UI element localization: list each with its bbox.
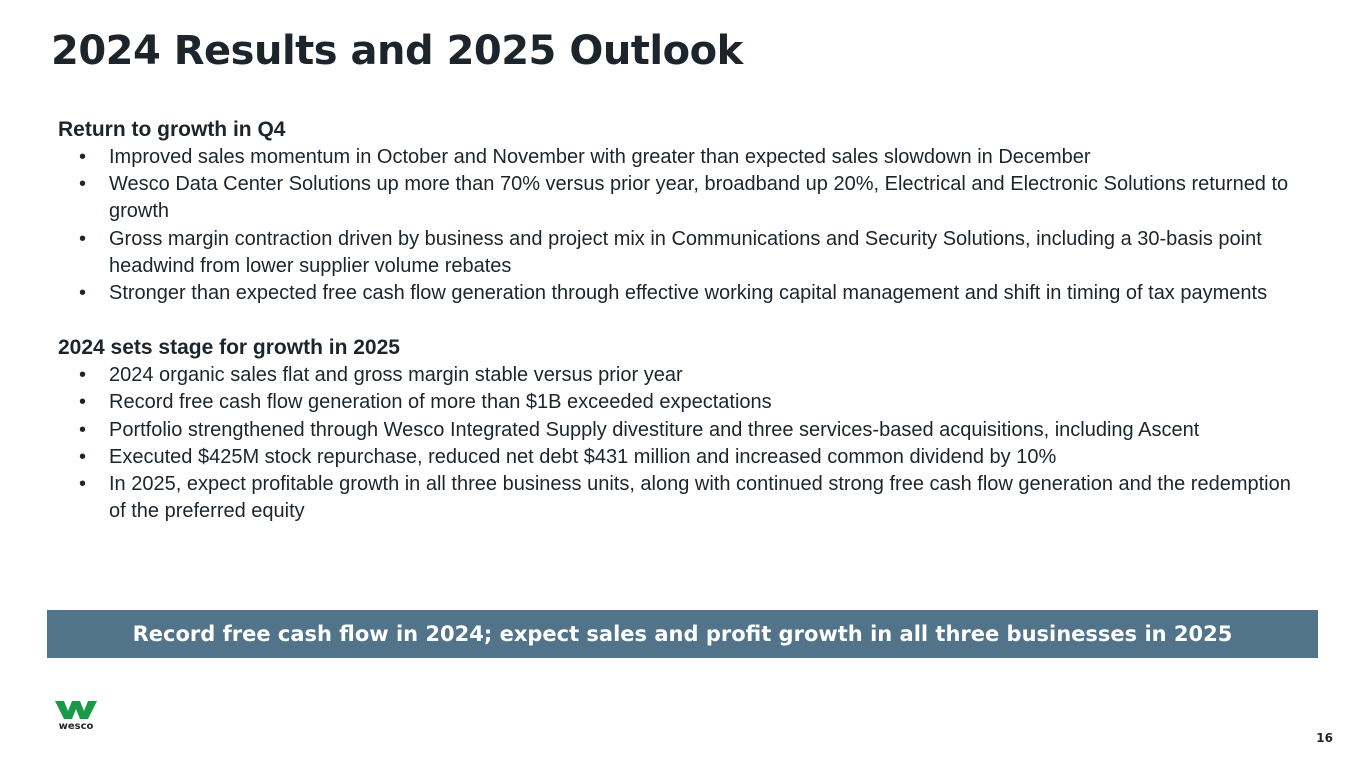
list-item [58, 471, 1308, 525]
slide-title: 2024 Results and 2025 Outlook [51, 28, 743, 74]
list-item [58, 389, 1308, 416]
bullet-dot: • [79, 364, 87, 387]
bullet-dot: • [79, 391, 87, 414]
list-item [58, 171, 1308, 225]
logo-mark-shape [55, 701, 97, 719]
list-item [58, 226, 1308, 280]
bullet-text: In 2025, expect profitable growth in all three business units, along with continued strong free cash flow generation and the redemption of the preferred equity [109, 473, 1291, 523]
section-heading-2025: 2024 sets stage for growth in 2025 [58, 336, 400, 360]
bullet-dot: • [79, 227, 87, 250]
bullet-text: Improved sales momentum in October and November with greater than expected sales slowdown in December [109, 146, 1091, 168]
bullet-dot: • [79, 173, 87, 196]
slide-content [58, 116, 1308, 525]
bullet-dot: • [79, 282, 87, 305]
bullet-dot: • [79, 473, 87, 496]
bullet-dot: • [79, 445, 87, 468]
bullet-text: Portfolio strengthened through Wesco Integrated Supply divestiture and three services-based acquisitions, including Ascent [109, 418, 1200, 441]
list-item [58, 362, 1308, 389]
bullet-text: 2024 organic sales flat and gross margin stable versus prior year [109, 364, 683, 387]
section-spacer [58, 307, 1308, 334]
summary-banner [47, 610, 1318, 658]
bullet-dot: • [79, 418, 87, 441]
bullet-text: Executed $425M stock repurchase, reduced net debt $431 million and increased common dividend by 10% [109, 445, 1057, 468]
bullet-dot: • [79, 146, 87, 168]
bullet-text: Wesco Data Center Solutions up more than 70% versus prior year, broadband up 20%, Electrical and Electronic Solutions returned to growth [109, 173, 1289, 223]
list-item [58, 144, 1308, 171]
logo-wordmark: wesco [58, 721, 94, 732]
list-item [58, 280, 1308, 307]
bullet-text: Stronger than expected free cash flow generation through effective working capital management and shift in timing of tax payments [109, 282, 1268, 305]
summary-banner-text: Record free cash flow in 2024; expect sales and profit growth in all three businesses in 2025 [132, 622, 1233, 646]
wesco-w-logo-icon [55, 700, 97, 720]
page-number: 16 [1316, 731, 1333, 745]
bullet-list-2025 [58, 362, 1308, 525]
section-heading-q4: Return to growth in Q4 [58, 118, 286, 141]
list-item [58, 444, 1308, 471]
wesco-logo [55, 700, 97, 733]
bullet-text: Record free cash flow generation of more than $1B exceeded expectations [109, 391, 772, 414]
bullet-text: Gross margin contraction driven by business and project mix in Communications and Security Solutions, including a 30-basis point headwind from lower supplier volume rebates [109, 227, 1262, 277]
bullet-list-q4 [58, 144, 1308, 307]
list-item [58, 417, 1308, 444]
